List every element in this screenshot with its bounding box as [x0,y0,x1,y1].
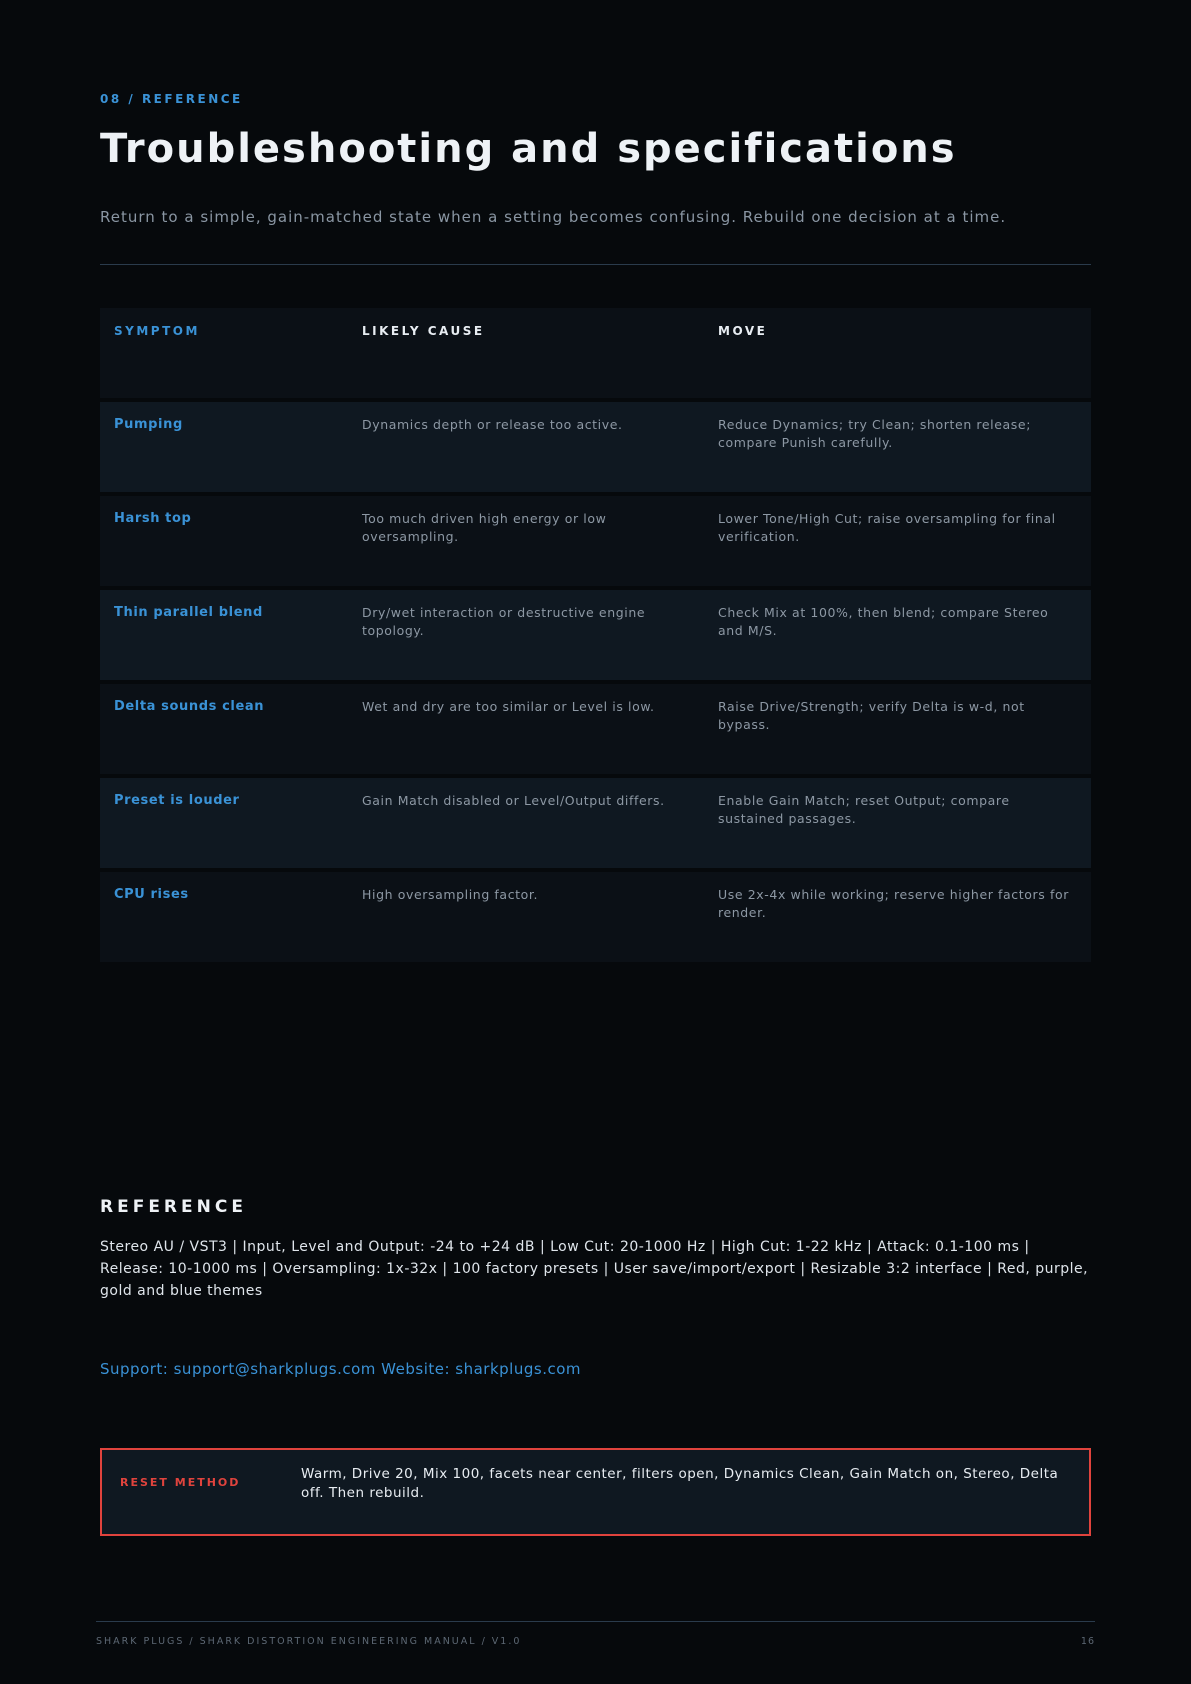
move-cell: Lower Tone/High Cut; raise oversampling for final verification. [718,511,1056,544]
symptom-cell: Delta sounds clean [114,699,265,714]
table-row [100,872,1091,962]
cause-cell: Dry/wet interaction or destructive engine topology. [362,605,646,638]
symptom-cell: Pumping [114,417,183,432]
table-header-row [100,308,1091,398]
section-eyebrow: 08 / REFERENCE [100,92,243,106]
footer-page-number: 16 [1080,1636,1095,1647]
table-row [100,402,1091,492]
symptom-cell: Preset is louder [114,793,240,808]
symptom-cell: Harsh top [114,511,192,526]
symptom-cell: CPU rises [114,887,189,902]
cause-cell: Gain Match disabled or Level/Output differs. [362,793,665,808]
page-title: Troubleshooting and specifications [100,126,957,172]
cause-cell: High oversampling factor. [362,887,539,902]
move-cell: Use 2x-4x while working; reserve higher factors for render. [718,887,1069,920]
move-cell: Reduce Dynamics; try Clean; shorten release; compare Punish carefully. [718,417,1032,450]
table-row [100,684,1091,774]
move-cell: Enable Gain Match; reset Output; compare sustained passages. [718,793,1010,826]
footer-divider [96,1621,1095,1622]
header-divider [100,264,1091,265]
symptom-cell: Thin parallel blend [114,605,263,620]
cause-cell: Too much driven high energy or low oversampling. [362,511,607,544]
reset-method-label: RESET METHOD [120,1476,241,1489]
column-header-move: MOVE [718,324,768,338]
move-cell: Raise Drive/Strength; verify Delta is w-d, not bypass. [718,699,1025,732]
column-header-cause: LIKELY CAUSE [362,324,485,338]
reference-specs: Stereo AU / VST3 | Input, Level and Output: -24 to +24 dB | Low Cut: 20-1000 Hz | High Cut: 1-22 kHz | Attack: 0.1-100 ms | Release: 10-1000 ms | Oversampling: 1x-32x | 100 factory presets | User save/import/export | Resizable 3:2 interface | Red, purple, gold and blue themes [100,1239,1089,1299]
page-subtitle: Return to a simple, gain-matched state when a setting becomes confusing. Rebuild one decision at a time. [100,208,1007,226]
reference-heading: REFERENCE [100,1197,247,1217]
reset-method-text: Warm, Drive 20, Mix 100, facets near center, filters open, Dynamics Clean, Gain Match on, Stereo, Delta off. Then rebuild. [301,1466,1059,1501]
troubleshooting-table [100,308,1091,966]
table-row [100,496,1091,586]
footer-document-title: SHARK PLUGS / SHARK DISTORTION ENGINEERING MANUAL / V1.0 [96,1636,522,1647]
support-contact-link[interactable]: Support: support@sharkplugs.com Website: sharkplugs.com [100,1360,582,1378]
table-row [100,778,1091,868]
table-row [100,590,1091,680]
column-header-symptom: SYMPTOM [114,324,200,338]
reset-method-callout [100,1448,1091,1536]
cause-cell: Dynamics depth or release too active. [362,417,623,432]
cause-cell: Wet and dry are too similar or Level is low. [362,699,655,714]
move-cell: Check Mix at 100%, then blend; compare Stereo and M/S. [718,605,1049,638]
